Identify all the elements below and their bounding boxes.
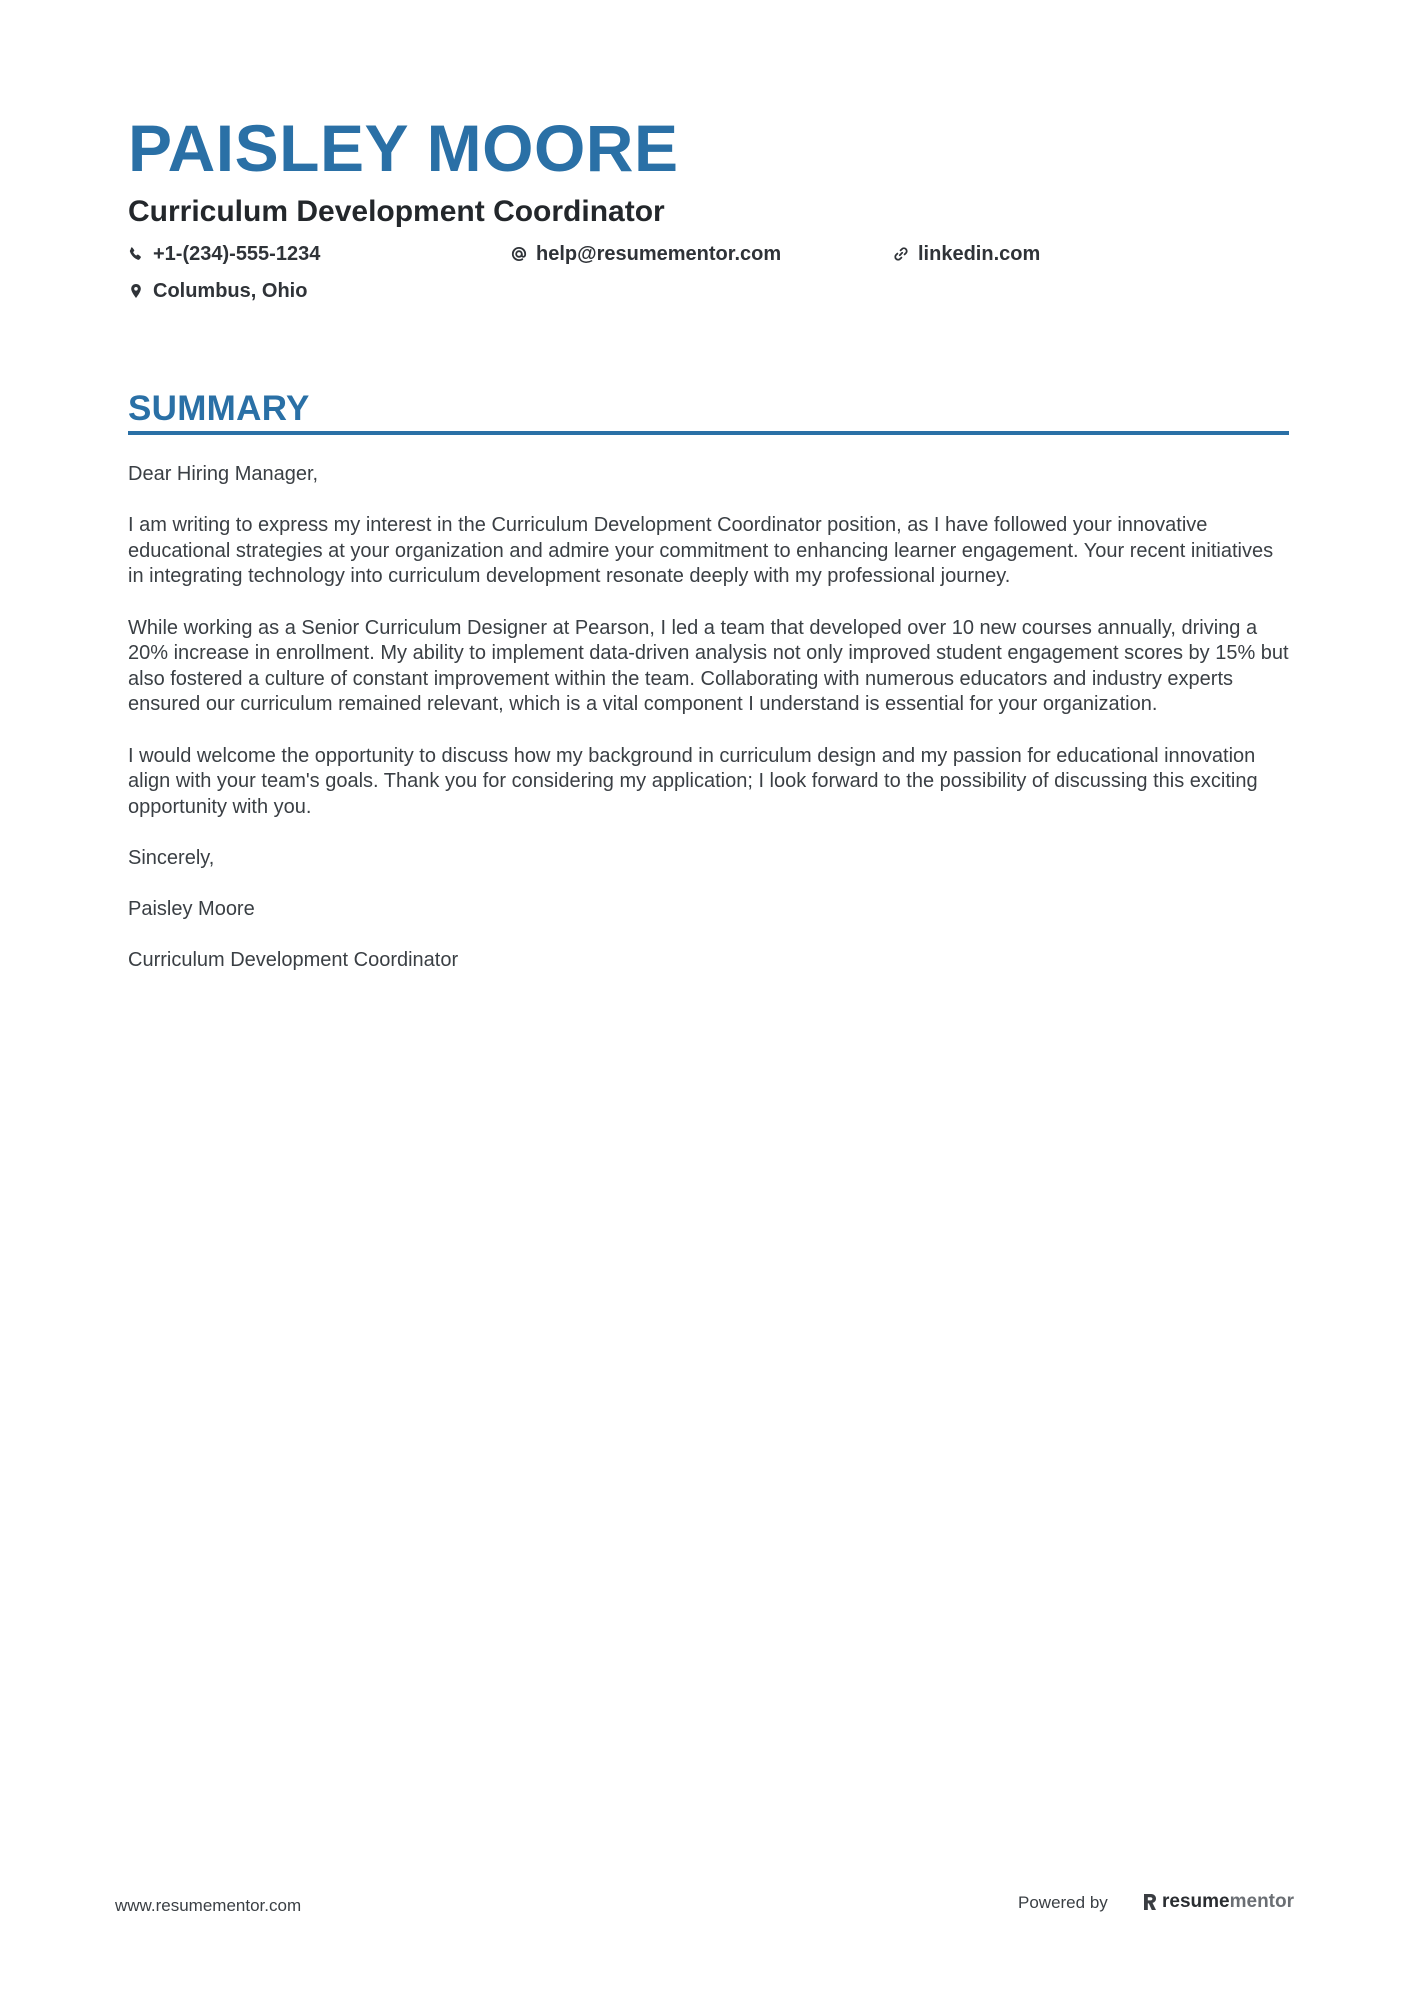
contact-location [128,278,307,304]
section-divider [128,431,1289,435]
contact-linkedin-text: linkedin.com [918,243,1041,265]
letter-body [128,462,1290,999]
powered-by-label: Powered by [1018,1893,1108,1912]
summary-heading: SUMMARY [128,389,310,428]
at-icon [511,246,527,262]
contact-linkedin[interactable] [893,241,1040,267]
candidate-name: PAISLEY MOORE [128,111,679,185]
contact-email[interactable] [511,241,781,267]
resumementor-logo-icon [1142,1892,1158,1912]
brand-name-part2: mentor [1229,1891,1295,1912]
footer-website-link[interactable]: www.resumementor.com [115,1896,302,1915]
contact-location-text: Columbus, Ohio [153,280,308,302]
phone-icon [128,246,144,262]
signature-title: Curriculum Development Coordinator [128,949,459,972]
letter-paragraph: While working as a Senior Curriculum Designer at Pearson, I led a team that developed over 10 new courses annually, driving a 20% increase in enrollment. My ability to implement data-driven analysis not only improved student engagement scores by 15% but also fostered a culture of constant improvement within the team. Collaborating with numerous educators and industry experts ensured our curriculum remained relevant, which is a vital component I understand is essential for your organization. [128,616,1289,716]
candidate-title: Curriculum Development Coordinator [128,195,665,228]
contact-email-text: help@resumementor.com [536,243,782,265]
contact-phone-text: +1-(234)-555-1234 [153,243,321,265]
brand-name-part1: resume [1162,1891,1230,1912]
signature-name: Paisley Moore [128,898,255,921]
map-pin-icon [128,283,144,299]
brand-logo[interactable] [1142,1889,1294,1915]
contact-phone[interactable] [128,241,320,267]
letter-paragraph: I would welcome the opportunity to discuss how my background in curriculum design and my passion for educational innovation align with your team's goals. Thank you for considering my application; I look forward to the possibility of discussing this exciting opportunity with you. [128,744,1258,818]
closing: Sincerely, [128,846,215,869]
letter-paragraph: I am writing to express my interest in the Curriculum Development Coordinator position, as I have followed your innovative educational strategies at your organization and admire your commitment to enhancing learner engagement. Your recent initiatives in integrating technology into curriculum development resonate deeply with my professional journey. [128,514,1274,588]
salutation: Dear Hiring Manager, [128,463,319,485]
link-icon [893,246,909,262]
